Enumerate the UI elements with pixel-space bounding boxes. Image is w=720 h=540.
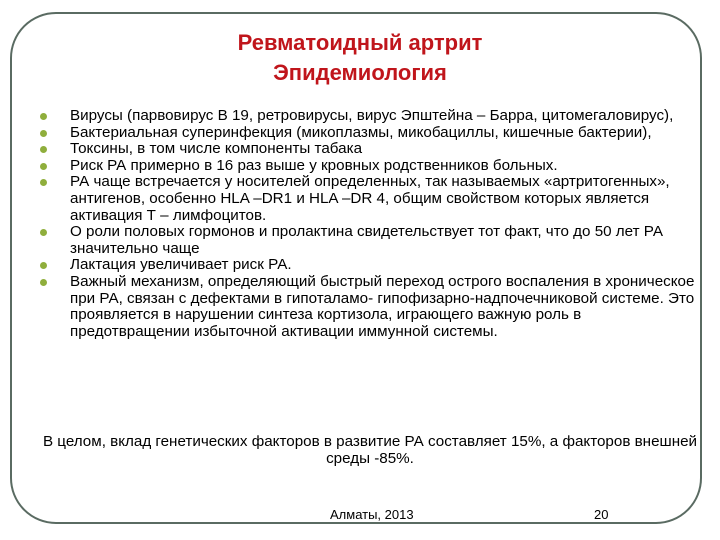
- list-item: [40, 158, 700, 175]
- bullet-dot-icon: [40, 163, 47, 170]
- list-item: [40, 257, 700, 274]
- bullet-text: Важный механизм, определяющий быстрый переход острого воспаления в хроническое при РА, связан с дефектами в гипоталамо- гипофизарно-надпочечниковой системе. Это проявляется в нарушении синтеза кортизола, играющего важную роль в предотвращении избыточной активации иммунной системы.: [70, 272, 695, 340]
- summary-text: В целом, вклад генетических факторов в развитие РА составляет 15%, а факторов внешней среды -85%.: [42, 433, 698, 467]
- bullet-list: [40, 108, 700, 340]
- bullet-text: Вирусы (парвовирус В 19, ретровирусы, вирус Эпштейна – Барра, цитомегаловирус),: [70, 107, 674, 124]
- title-line-2: Эпидемиология: [273, 60, 447, 85]
- bullet-text: РА чаще встречается у носителей определенных, так называемых «артритогенных», антигенов, особенно HLA –DR1 и HLA –DR 4, общим свойством которых является активация Т – лимфоцитов.: [70, 173, 670, 224]
- list-item: [40, 174, 700, 224]
- bullet-dot-icon: [40, 130, 47, 137]
- bullet-dot-icon: [40, 113, 47, 120]
- bullet-dot-icon: [40, 279, 47, 286]
- list-item: [40, 108, 700, 125]
- list-item: [40, 141, 700, 158]
- footer-city-year: Алматы, 2013: [330, 507, 414, 522]
- page-number: 20: [594, 507, 609, 522]
- slide-title: [0, 28, 720, 88]
- title-line-1: Ревматоидный артрит: [237, 30, 483, 55]
- list-item: [40, 125, 700, 142]
- bullet-text: Токсины, в том числе компоненты табака: [70, 140, 363, 158]
- bullet-dot-icon: [40, 146, 47, 153]
- bullet-dot-icon: [40, 179, 47, 186]
- bullet-text: Риск РА примерно в 16 раз выше у кровных родственников больных.: [70, 156, 558, 174]
- bullet-text: Бактериальная суперинфекция (микоплазмы, микобациллы, кишечные бактерии),: [70, 123, 652, 141]
- list-item: [40, 274, 700, 340]
- list-item: [40, 224, 700, 257]
- bullet-dot-icon: [40, 229, 47, 236]
- bullet-text: Лактация увеличивает риск РА.: [70, 256, 292, 274]
- bullet-dot-icon: [40, 262, 47, 269]
- bullet-text: О роли половых гормонов и пролактина свидетельствует тот факт, что до 50 лет РА значительно чаще: [70, 223, 664, 257]
